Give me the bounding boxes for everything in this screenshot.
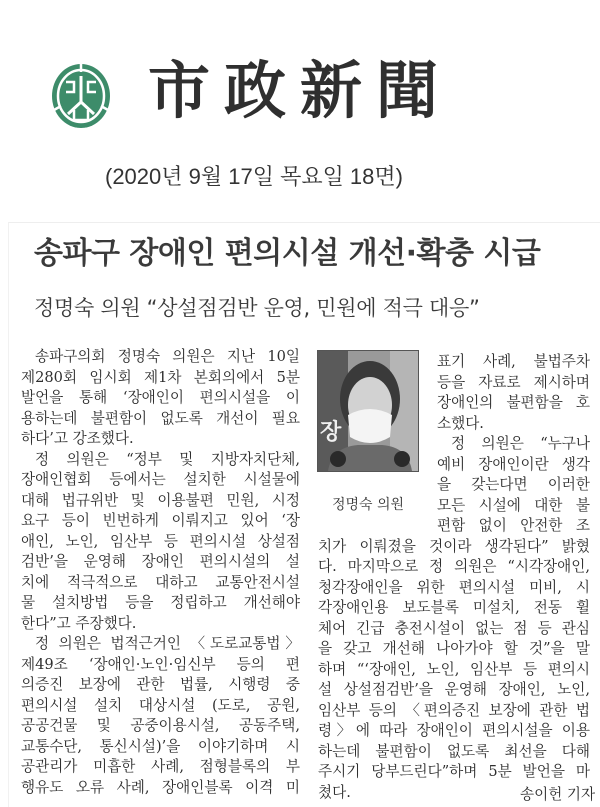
body-line: 임산부 등의 〈편의증진 보장에 관한 법 <box>318 701 590 719</box>
newspaper-title: 市政新聞 <box>148 54 453 127</box>
body-line: 행유도 오류 사례, 장애인블록 이격 미 <box>21 778 300 796</box>
body-line: 청각장애인을 위한 편의시설 미비, 시 <box>318 578 590 596</box>
body-line: 애인, 노인, 임산부 등 편의시설 상설점 <box>21 532 300 550</box>
body-line: 쳤다. <box>318 783 351 801</box>
body-line: 대해 법규위반 및 이용불편 민원, 시정 <box>21 491 300 509</box>
body-line: 송파구의회 정명숙 의원은 지난 10일 <box>35 348 300 365</box>
body-line: 발언을 통해 ‘장애인이 편의시설을 이 <box>21 389 300 406</box>
body-line: 교통수단, 통신시설)’을 이야기하며 시 <box>21 737 300 755</box>
body-line: 각장애인용 보도블록 미설치, 전동 휠 <box>318 599 590 616</box>
body-line: 주시기 당부드린다”하며 5분 발언을 마 <box>318 763 590 780</box>
body-line: 을 갖고 개선해 나아가야 할 것”을 말 <box>318 640 590 657</box>
city-emblem-icon <box>50 62 112 130</box>
body-line: 하다’고 강조했다. <box>21 430 134 447</box>
body-line: 다. 마지막으로 정 의원은 “시각장애인, <box>318 558 590 575</box>
newspaper-masthead <box>0 0 600 215</box>
body-line: 공관리가 미흡한 사례, 점형블록의 부 <box>21 758 300 775</box>
body-line: 정 의원은 법적근거인 〈도로교통법〉 <box>35 635 300 652</box>
body-line: 편함 없이 안전한 조 <box>437 517 590 534</box>
body-line: 하며 “‘장애인, 노인, 임산부 등 편의시 <box>318 660 590 678</box>
body-line: 모든 시설에 대한 불 <box>437 496 590 514</box>
body-line: 의증진 보장에 관한 법률, 시행령 중 <box>21 676 300 693</box>
body-line: 장애인의 불편함을 호 <box>437 394 590 411</box>
body-line: 치에 적극적으로 대하고 교통안전시설 <box>21 573 300 591</box>
body-line: 공공건물 및 공중이용시설, 공동주택, <box>21 717 300 734</box>
body-line: 표기 사례, 불법주차 <box>437 353 590 370</box>
body-line: 정 의원은 “정부 및 지방자치단체, <box>35 450 300 468</box>
body-line: 제49조 ‘장애인·노인·임신부 등의 편 <box>21 655 300 673</box>
body-line: 한다”고 주장했다. <box>21 614 137 632</box>
body-line: 설 상설점검반’을 운영해 장애인, 노인, <box>318 681 590 698</box>
body-line: 예비 장애인이란 생각 <box>437 455 590 473</box>
body-line: 하는데 불편함이 없도록 최선을 다해 <box>318 742 590 760</box>
body-line: 용하는데 불편함이 없도록 개선이 필요 <box>21 409 300 427</box>
article-headline: 송파구 장애인 편의시설 개선·확충 시급 <box>34 236 541 271</box>
photo-caption: 정명숙 의원 <box>331 497 405 513</box>
svg-text:장: 장 <box>320 420 342 445</box>
body-line: 을 갖는다면 이러한 <box>437 476 590 493</box>
body-line: 정 의원은 “누구나 <box>451 435 590 452</box>
reporter-byline: 송이헌 기자 <box>520 786 596 803</box>
body-line: 장애인협회 등에서는 설치한 시설물에 <box>21 471 300 488</box>
body-line: 요구 등이 빈번하게 이뤄지고 있어 ‘장 <box>21 512 300 529</box>
body-line: 치가 이뤄졌을 것이라 생각된다” 밝혔 <box>318 537 590 555</box>
body-line: 소했다. <box>437 414 484 432</box>
article-subheadline: 정명숙 의원 “상설점검반 운영, 민원에 적극 대응” <box>34 296 480 320</box>
body-line: 등을 자료로 제시하며 <box>437 373 590 391</box>
body-line: 편의시설 설치 대상시설 (도로, 공원, <box>21 696 300 714</box>
issue-date: (2020년 9월 17일 목요일 18면) <box>105 164 403 189</box>
body-line: 물 설치방법 등을 정립하고 개선해야 <box>21 594 300 611</box>
body-line: 체어 긴급 충전시설이 없는 점 등 관심 <box>318 619 590 637</box>
body-line: 령〉에 따라 장애인이 편의시설을 이용 <box>318 722 590 739</box>
councilor-photo <box>317 350 419 472</box>
body-line: 제280회 임시회 제1차 본회의에서 5분 <box>21 368 300 386</box>
body-line: 검반’을 운영해 장애인 편의시설의 설 <box>21 553 300 570</box>
